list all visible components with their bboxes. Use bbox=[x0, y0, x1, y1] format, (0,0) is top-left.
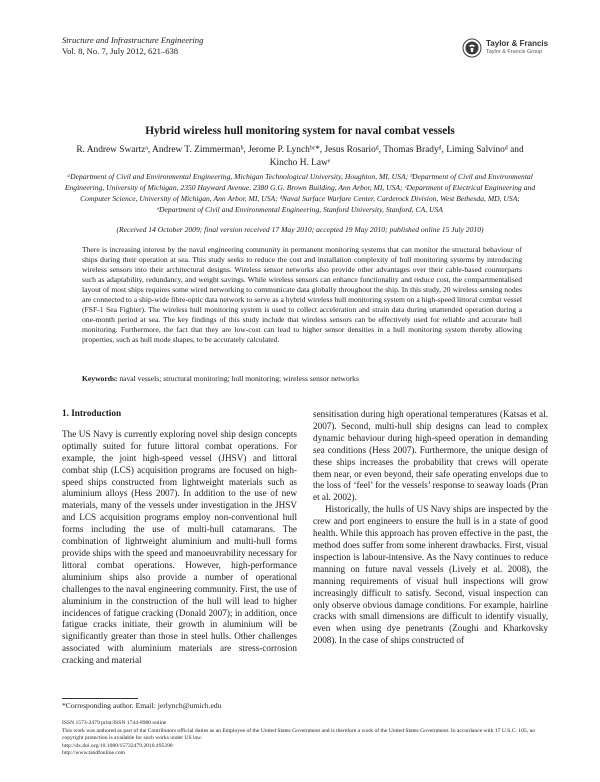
intro-paragraph-continued: sensitisation during high operational temperatures (Katsas et al. 2007). Second, multi-hull ship designs can lead to complex dynamic behaviour during high-speed operation in demanding sea conditions (Hess 2007). Furthermore, the unique design of these ships increases the probability that crews will operate them near, or even beyond, their safe operating envelops due to the loss of ‘feel’ for the vessels’ response to seaway loads (Pran et al. 2002). bbox=[313, 409, 548, 503]
intro-paragraph-2: Historically, the hulls of US Navy ships are inspected by the crew and port engineers to ensure the hull is in a state of good health. While this approach has proven effective in the past, the method does suffer from some inherent drawbacks. First, visual inspection is labour-intensive. As the Navy continues to reduce manning on future naval vessels (Lively et al. 2008), the manning requirements of visual hull inspections will grow increasingly difficult to satisfy. Second, visual inspection can only observe obvious damage conditions. For example, hairline cracks with small dimensions are difficult to identify visually, even when using dye penetrants (Zoughi and Kharkovsky 2008). In the case of ships constructed of bbox=[313, 504, 548, 646]
publisher-group: Taylor & Francis Group bbox=[486, 49, 543, 55]
affiliations: ᵃDepartment of Civil and Environmental Engineering, Michigan Technological University, Houghton, MI, USA; ᵇDepartment of Civil and Environmental Engineering, University of Michigan, 2350 Hayward Avenue, 2380 G.G. Brown Building, Ann Arbor, MI, USA; ᶜDepartment of Electrical Engineering and Computer Science, University of Michigan, Ann Arbor, MI, USA; ᵈNaval Surface Warfare Center, Carderock Division, West Bethesda, MD, USA; ᵉDepartment of Civil and Environmental Engineering, Stanford University, Stanford, CA, USA bbox=[64, 172, 536, 214]
author-list: R. Andrew Swartzᵃ, Andrew T. Zimmermanᵇ, Jerome P. Lynchᵇᶜ*, Jesus Rosarioᵈ, Thomas Bradyᵈ, Liming Salvinoᵈ and Kincho H. Lawᵉ bbox=[76, 145, 524, 168]
taylor-francis-logo-icon bbox=[462, 38, 482, 58]
issn-line: ISSN 1573-2479 print/ISSN 1744-8980 online bbox=[62, 720, 167, 726]
section-heading-introduction: 1. Introduction bbox=[62, 408, 122, 418]
journal-name: Structure and Infrastructure Engineering bbox=[62, 35, 204, 45]
publisher-url-link[interactable]: http://www.tandfonline.com bbox=[62, 750, 126, 757]
intro-paragraph-1: The US Navy is currently exploring novel ship design concepts optimally suited for future littoral combat operations. For example, the joint high-speed vessel (JHSV) and littoral combat ship (LCS) acquisition programs are focused on high-speed ships constructed from lightweight materials such as aluminium alloys (Hess 2007). In addition to the use of new materials, many of the vessels under investigation in the JHSV and LCS acquisition programs employ non-conventional hull forms including the use of multi-hull catamarans. The combination of lightweight aluminium and multi-hull forms provide ships with the speed and manoeuvrability necessary for littoral combat operations. However, high-performance aluminium ships also provide a number of operational challenges to the naval engineering community. First, the use of aluminium in the construction of the hull will lead to higher incidences of fatigue cracking (Donald 2007); in addition, once fatigue cracks initiate, their growth in aluminium will be significantly greater than those in steel hulls. Other challenges associated with aluminium materials are stress-corrosion cracking and material bbox=[62, 428, 297, 666]
copyright-notice: This work was authored as part of the Contributors official duties as an Employee of the United States Government and is therefore a work of the United States Government. In accordance with 17 U.S.C. 105, no copyright protection is available for such works under US law. bbox=[62, 727, 536, 742]
footnote-divider bbox=[62, 698, 138, 699]
journal-header bbox=[62, 35, 203, 57]
publisher-name: Taylor & Francis bbox=[486, 39, 549, 48]
left-column bbox=[62, 408, 297, 667]
paper-title: Hybrid wireless hull monitoring system for naval combat vessels bbox=[145, 125, 455, 137]
right-column bbox=[313, 409, 548, 647]
corresponding-author-footnote: *Corresponding author. Email: jerlynch@umich.edu bbox=[62, 701, 222, 710]
journal-issue: Vol. 8, No. 7, July 2012, 621–638 bbox=[62, 46, 179, 56]
keywords-text: naval vessels; structural monitoring; hull monitoring; wireless sensor networks bbox=[119, 374, 359, 383]
abstract: There is increasing interest by the naval engineering community in permanent monitoring systems that can monitor the structural behaviour of ships during their operation at sea. This study seeks to reduce the cost and installation complexity of hull monitoring systems by introducing wireless sensors into their architectural designs. Wireless sensor networks also provide other advantages over their cable-based counterparts such as adaptability, redundancy, and weight savings. While wireless sensors can enhance functionality and reduce cost, the compartmentalised layout of most ships requires some wired networking to communicate data globally throughout the ship. In this study, 20 wireless sensing nodes are connected to a ship-wide fibre-optic data network to serve as a hybrid wireless hull monitoring system on a high-speed littoral combat vessel (FSF-1 Sea Fighter). The wireless hull monitoring system is used to collect acceleration and strain data during unattended operation during a one-month period at sea. The key findings of this study include that wireless sensors can be effectively used for reliable and accurate hull monitoring. Furthermore, the fact that they are low-cost can lead to higher sensor densities in a hull monitoring system thereby allowing properties, such as hull mode shapes, to be accurately calculated. bbox=[82, 245, 522, 344]
keywords-label: Keywords: bbox=[82, 374, 118, 383]
publisher-block bbox=[462, 38, 548, 58]
copyright-block bbox=[62, 720, 540, 758]
keywords bbox=[82, 374, 522, 384]
received-dates: (Received 14 October 2009; final version received 17 May 2010; accepted 19 May 2010; published online 15 July 2010) bbox=[116, 225, 484, 234]
doi-link[interactable]: http://dx.doi.org/10.1080/15732479.2010.495398 bbox=[62, 742, 173, 749]
